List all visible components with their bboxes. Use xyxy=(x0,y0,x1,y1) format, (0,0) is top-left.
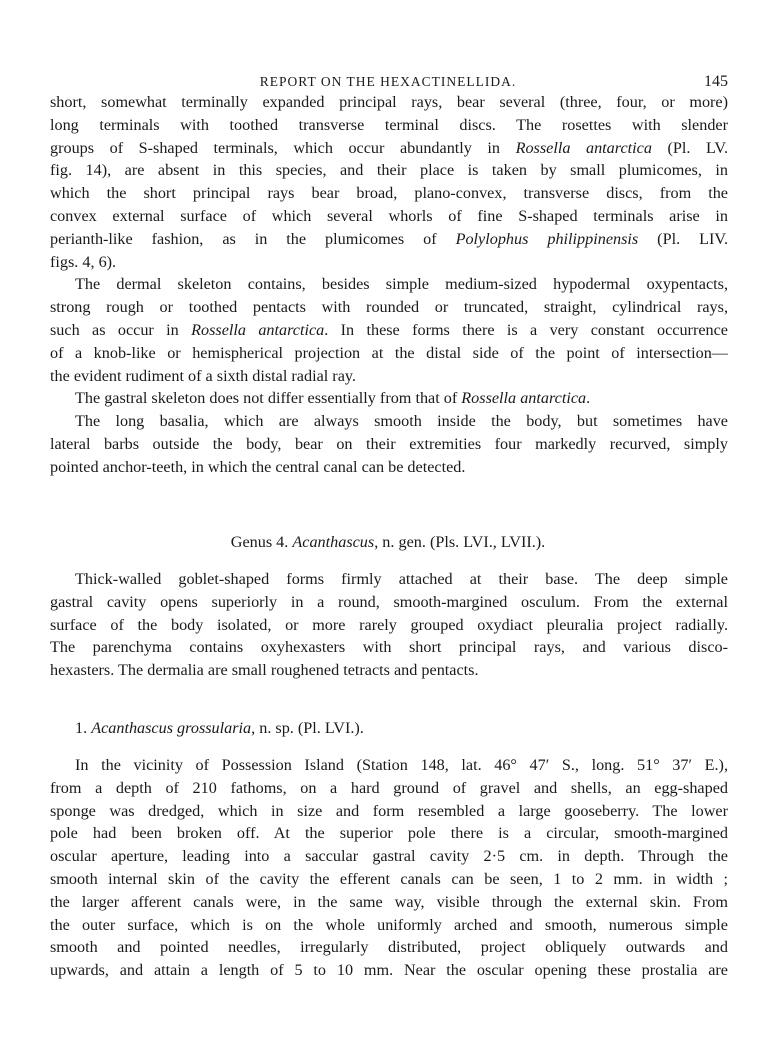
heading-suffix: , n. sp. (Pl. LVI.). xyxy=(251,719,364,737)
text-line xyxy=(50,614,728,637)
heading-suffix: , n. gen. (Pls. LVI., LVII.). xyxy=(374,533,546,551)
genus-description xyxy=(50,568,728,682)
text-run: lateral barbs outside the body, bear on their extremities four markedly recurved, simply xyxy=(50,434,728,453)
text-line xyxy=(50,159,728,182)
text-line xyxy=(50,959,728,982)
text-run: such as occur in xyxy=(50,320,192,339)
text-run: The parenchyma contains oxyhexasters with short principal rays, and various disco- xyxy=(50,638,728,657)
text-line xyxy=(50,342,728,365)
heading-prefix: Genus 4. xyxy=(230,533,293,551)
text-run: which the short principal rays bear broad, plano-convex, transverse discs, from the xyxy=(50,184,728,203)
page-number: 145 xyxy=(704,73,728,90)
text-run: sponge was dredged, which in size and form resembled a large gooseberry. The lower xyxy=(50,801,728,820)
text-run: The long basalia, which are always smooth inside the body, but sometimes have xyxy=(75,412,728,431)
text-run: upwards, and attain a length of 5 to 10 mm. Near the oscular opening these prostalia are xyxy=(50,961,728,980)
text-line xyxy=(50,845,728,868)
species-description xyxy=(50,754,728,982)
text-run: . In these forms there is a very constant occurrence xyxy=(324,320,728,339)
text-run: smooth and pointed needles, irregularly distributed, project obliquely outwards and xyxy=(50,938,728,957)
text-line xyxy=(50,410,728,433)
text-line xyxy=(50,114,728,137)
description-continued xyxy=(50,91,728,479)
text-run: Thick-walled goblet-shaped forms firmly attached at their base. The deep simple xyxy=(75,570,728,588)
text-run: groups of S-shaped terminals, which occur abundantly in xyxy=(50,138,516,157)
text-line xyxy=(50,365,728,388)
text-run: long terminals with toothed transverse terminal discs. The rosettes with slender xyxy=(50,115,728,134)
text-run: short, somewhat terminally expanded principal rays, bear several (three, four, or more) xyxy=(50,93,728,111)
text-line xyxy=(50,636,728,659)
text-run: pole had been broken off. At the superior pole there is a circular, smooth-margined xyxy=(50,824,728,843)
text-line xyxy=(50,777,728,800)
text-line xyxy=(50,433,728,456)
text-line xyxy=(50,659,728,682)
text-run: of a knob-like or hemispherical projection at the distal side of the point of intersection— xyxy=(50,343,728,362)
text-line xyxy=(50,387,728,410)
text-run: the larger afferent canals were, in the same way, visible through the external skin. From xyxy=(50,892,728,911)
text-line xyxy=(50,568,728,591)
text-run: . xyxy=(586,389,591,408)
text-line xyxy=(50,800,728,823)
text-line xyxy=(50,936,728,959)
text-run: the evident rudiment of a sixth distal radial ray. xyxy=(50,366,356,385)
text-run: pointed anchor-teeth, in which the central canal can be detected. xyxy=(50,457,466,476)
text-line xyxy=(50,319,728,342)
italic-taxon: Rossella antarctica xyxy=(461,389,587,408)
text-run: surface of the body isolated, or more rarely grouped oxydiact pleuralia project radially. xyxy=(50,615,728,634)
text-run: oscular aperture, leading into a saccular gastral cavity 2·5 cm. in depth. Through the xyxy=(50,847,728,866)
text-run: gastral cavity opens superiorly in a round, smooth-margined osculum. From the external xyxy=(50,592,728,611)
genus-name: Acanthascus xyxy=(292,533,375,551)
running-title: REPORT ON THE HEXACTINELLIDA. xyxy=(259,74,517,89)
species-name: Acanthascus grossularia xyxy=(91,719,252,737)
text-run: In the vicinity of Possession Island (Station 148, lat. 46° 47′ S., long. 51° 37′ E.), xyxy=(75,756,728,774)
text-run: convex external surface of which several whorls of fine S-shaped terminals arise in xyxy=(50,206,728,225)
text-line xyxy=(50,914,728,937)
text-line xyxy=(50,205,728,228)
text-run: The dermal skeleton contains, besides simple medium-sized hypodermal oxypentacts, xyxy=(75,275,728,294)
text-line xyxy=(50,228,728,251)
text-line xyxy=(50,591,728,614)
text-run: perianth-like fashion, as in the plumicomes of xyxy=(50,229,456,248)
text-line xyxy=(50,137,728,160)
species-heading xyxy=(75,717,364,740)
text-run: the outer surface, which is on the whole uniformly arched and smooth, numerous simple xyxy=(50,915,728,934)
text-line xyxy=(50,456,728,479)
text-line xyxy=(50,251,728,274)
text-line xyxy=(50,91,728,114)
text-run: smooth internal skin of the cavity the efferent canals can be seen, 1 to 2 mm. in width ; xyxy=(50,869,728,888)
text-line xyxy=(50,868,728,891)
text-run: strong rough or toothed pentacts with rounded or truncated, straight, cylindrical rays, xyxy=(50,298,728,317)
heading-prefix: 1. xyxy=(75,719,92,737)
italic-taxon: Rossella antarctica xyxy=(515,138,652,157)
text-run: from a depth of 210 fathoms, on a hard ground of gravel and shells, an egg-shaped xyxy=(50,778,728,797)
text-line xyxy=(50,273,728,296)
text-line xyxy=(50,822,728,845)
text-run: (Pl. LV. xyxy=(651,138,729,157)
text-run: (Pl. LIV. xyxy=(638,229,728,248)
italic-taxon: Rossella antarctica xyxy=(191,320,325,339)
text-line xyxy=(50,754,728,777)
text-run: The gastral skeleton does not differ essentially from that of xyxy=(75,389,462,408)
text-run: hexasters. The dermalia are small roughened tetracts and pentacts. xyxy=(50,661,479,680)
genus-heading xyxy=(0,531,776,554)
text-run: fig. 14), are absent in this species, and their place is taken by small plumicomes, in xyxy=(50,161,728,180)
text-run: figs. 4, 6). xyxy=(50,252,117,271)
text-line xyxy=(50,296,728,319)
text-line xyxy=(50,891,728,914)
italic-taxon: Polylophus philippinensis xyxy=(455,229,639,248)
text-line xyxy=(50,182,728,205)
